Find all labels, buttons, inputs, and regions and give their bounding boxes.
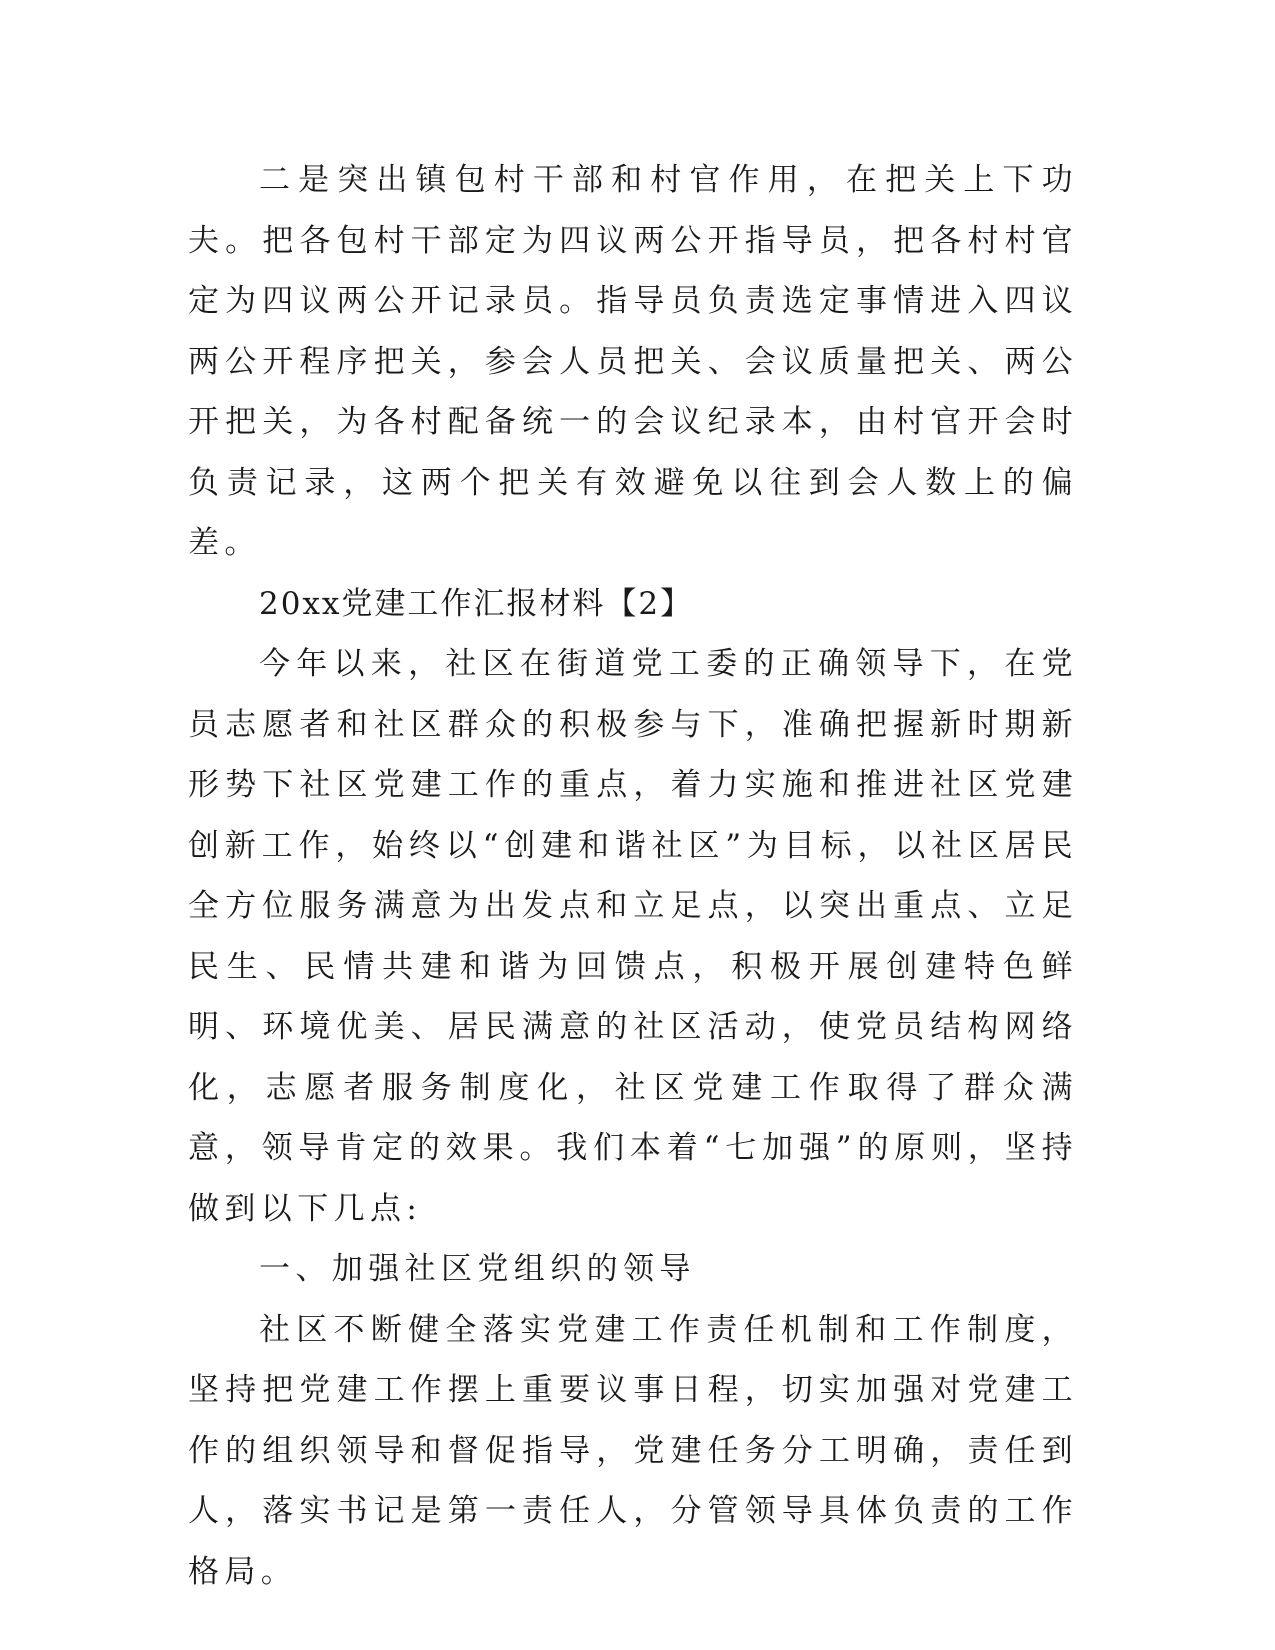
paragraph-responsibility: 社区不断健全落实党建工作责任机制和工作制度，坚持把党建工作摆上重要议事日程，切实加强对党建工作的组织领导和督促指导，党建任务分工明确，责任到人，落实书记是第一责任人，分管领导具体负责的工作格局。: [188, 1311, 1078, 1590]
paragraph-village-officials: 二是突出镇包村干部和村官作用，在把关上下功夫。把各包村干部定为四议两公开指导员，把各村村官定为四议两公开记录员。指导员负责选定事情进入四议两公开程序把关，参会人员把关、会议质量把关、两公开把关，为各村配备统一的会议纪录本，由村官开会时负责记录，这两个把关有效避免以往到会人数上的偏差。: [188, 162, 1078, 561]
section-heading-leadership: 一、加强社区党组织的领导: [259, 1251, 696, 1287]
report-heading: 20xx党建工作汇报材料【2】: [259, 585, 694, 622]
document-page: [188, 150, 1078, 1602]
paragraph-community-overview: 今年以来，社区在街道党工委的正确领导下，在党员志愿者和社区群众的积极参与下，准确把握新时期新形势下社区党建工作的重点，着力实施和推进社区党建创新工作，始终以“创建和谐社区”为目标，以社区居民全方位服务满意为出发点和立足点，以突出重点、立足民生、民情共建和谐为回馈点，积极开展创建特色鲜明、环境优美、居民满意的社区活动，使党员结构网络化，志愿者服务制度化，社区党建工作取得了群众满意，领导肯定的效果。我们本着“七加强”的原则，坚持做到以下几点:: [188, 646, 1078, 1227]
